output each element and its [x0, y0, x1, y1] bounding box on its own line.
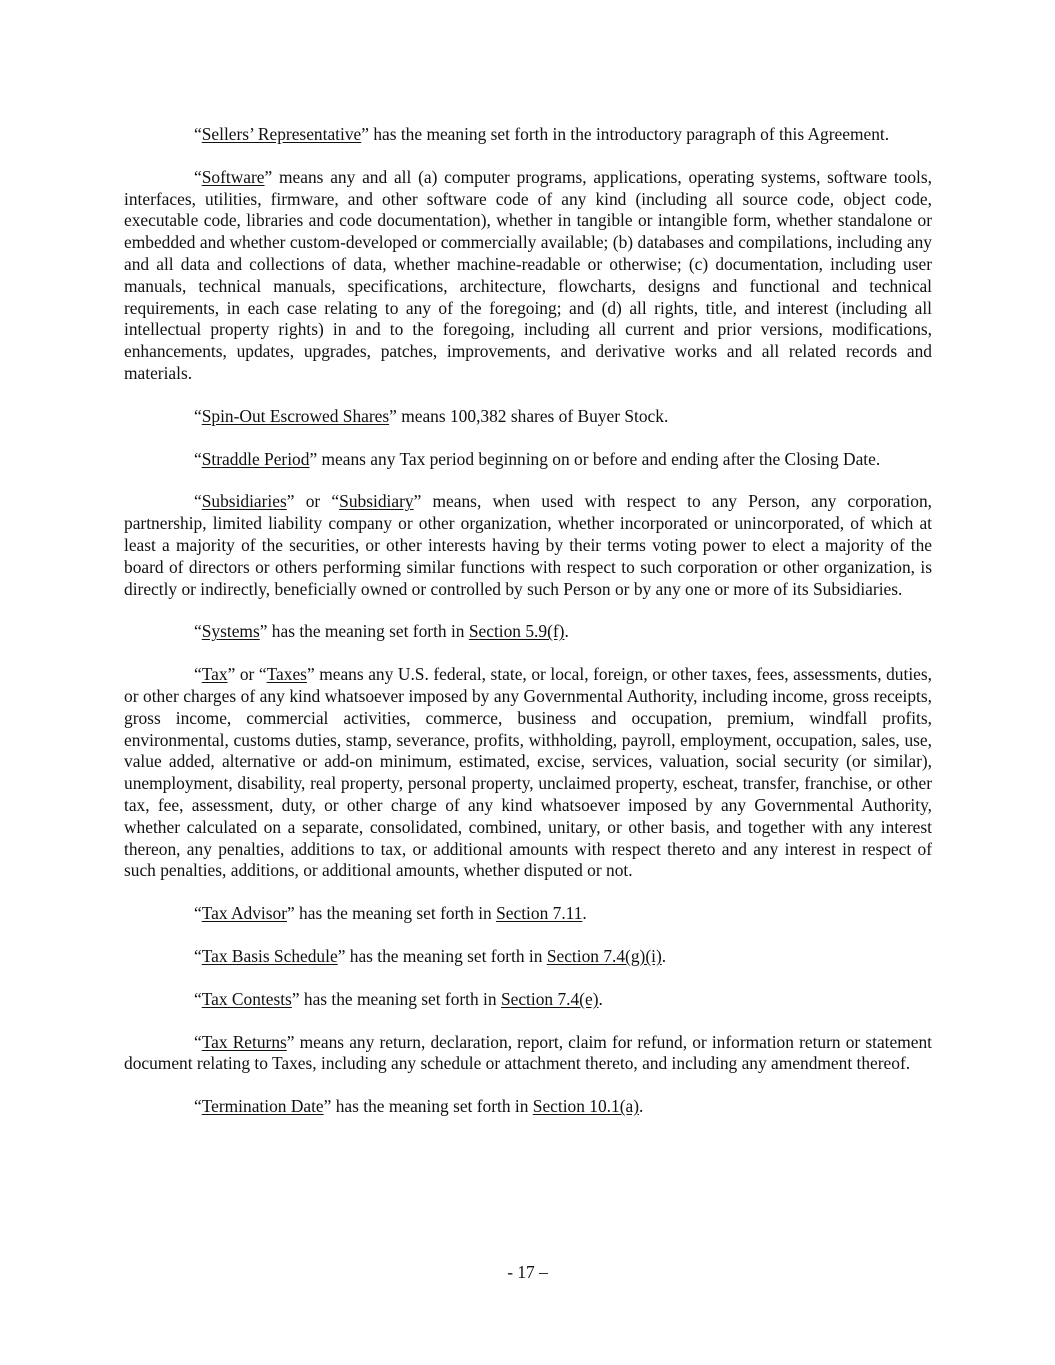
defined-term: Tax — [201, 664, 228, 685]
defined-term: Straddle Period — [201, 448, 310, 469]
definition-tax-contests: “Tax Contests” has the meaning set forth in Section 7.4(e). — [194, 988, 603, 1009]
definition-tax-advisor: “Tax Advisor” has the meaning set forth in Section 7.11. — [194, 903, 587, 924]
defined-term: Systems — [201, 621, 260, 642]
section-reference: Section 7.11 — [496, 903, 583, 924]
page-number: - 17 – — [507, 1262, 548, 1282]
section-reference: Section 7.4(g)(i) — [546, 945, 662, 966]
defined-term: Tax Basis Schedule — [201, 945, 338, 966]
defined-term: Tax Contests — [201, 988, 292, 1009]
defined-term: Termination Date — [201, 1096, 324, 1117]
definition-straddle-period: “Straddle Period” means any Tax period beginning on or before and ending after the Closing Date. — [194, 448, 881, 469]
defined-term: Subsidiaries — [201, 491, 287, 512]
section-reference: Section 5.9(f) — [468, 621, 565, 642]
defined-term: Sellers’ Representative — [201, 124, 362, 144]
defined-term: Spin-Out Escrowed Shares — [201, 405, 390, 426]
definition-sellers-representative: “Sellers’ Representative” has the meaning set forth in the introductory paragraph of this Agreement. — [194, 124, 890, 144]
defined-term: Subsidiary — [339, 491, 414, 512]
definition-termination-date: “Termination Date” has the meaning set forth in Section 10.1(a). — [194, 1096, 644, 1117]
document-page — [124, 124, 932, 1139]
definition-subsidiaries: “Subsidiaries” or “Subsidiary” means, when used with respect to any Person, any corporation, partnership, limited liability company or other organization, whether incorporated or unincorporated, of which at least a majority of the securities, or other interests having by their terms voting power to elect a majority of the board of directors or others performing similar functions with respect to such corporation or other organization, is directly or indirectly, beneficially owned or controlled by such Person or by any one or more of its Subsidiaries. — [124, 491, 932, 599]
definition-systems: “Systems” has the meaning set forth in Section 5.9(f). — [194, 621, 569, 642]
definition-spin-out-escrowed-shares: “Spin-Out Escrowed Shares” means 100,382 shares of Buyer Stock. — [194, 405, 669, 426]
defined-term: Tax Advisor — [201, 903, 287, 924]
defined-term: Software — [201, 166, 265, 187]
definition-tax: “Tax” or “Taxes” means any U.S. federal, state, or local, foreign, or other taxes, fees, assessments, duties, or other charges of any kind whatsoever imposed by any Governmental Authority, including income, gross receipts, gross income, commercial activities, commerce, business and occupation, premium, windfall profits, environmental, customs duties, stamp, severance, profits, withholding, payroll, employment, occupation, sales, use, value added, alternative or add-on minimum, estimated, excise, services, valuation, social security (or similar), unemployment, disability, real property, personal property, unclaimed property, escheat, transfer, franchise, or other tax, fee, assessment, duty, or other charge of any kind whatsoever imposed by any Governmental Authority, whether calculated on a separate, consolidated, combined, unitary, or other basis, and together with any interest thereon, any penalties, additions to tax, or additional amounts with respect thereto and any interest in respect of such penalties, additions, or additional amounts, whether disputed or not. — [124, 664, 932, 881]
defined-term: Tax Returns — [201, 1031, 287, 1052]
definition-software: “Software” means any and all (a) computer programs, applications, operating systems, software tools, interfaces, utilities, firmware, and other software code of any kind (including all source code, object code, executable code, libraries and code documentation), whether in tangible or intangible form, whether standalone or embedded and whether custom-developed or commercially available; (b) databases and compilations, including any and all data and collections of data, whether machine-readable or otherwise; (c) documentation, including user manuals, technical manuals, specifications, architecture, flowcharts, designs and functional and technical requirements, in each case relating to any of the foregoing; and (d) all rights, title, and interest (including all intellectual property rights) in and to the foregoing, including all current and prior versions, modifications, enhancements, updates, upgrades, patches, improvements, and derivative works and all related records and materials. — [124, 166, 932, 383]
definition-tax-basis-schedule: “Tax Basis Schedule” has the meaning set forth in Section 7.4(g)(i). — [194, 945, 667, 966]
definition-tax-returns: “Tax Returns” means any return, declaration, report, claim for refund, or information return or statement document relating to Taxes, including any schedule or attachment thereto, and including any amendment thereof. — [124, 1031, 932, 1074]
section-reference: Section 7.4(e) — [500, 988, 599, 1009]
defined-term: Taxes — [266, 664, 307, 685]
section-reference: Section 10.1(a) — [532, 1096, 640, 1117]
